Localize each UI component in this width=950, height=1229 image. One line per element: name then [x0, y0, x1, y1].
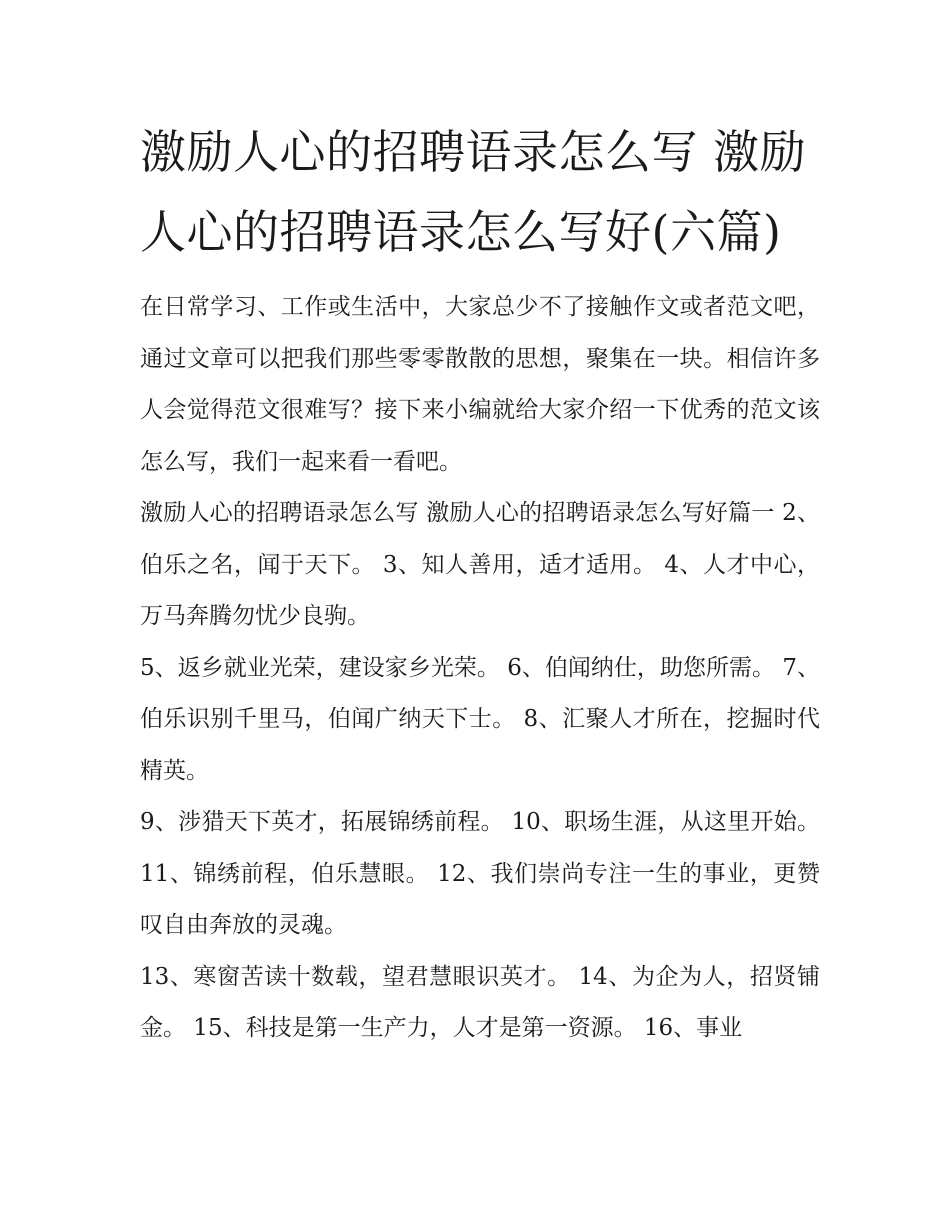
paragraph-quotes-2: 5、返乡就业光荣，建设家乡光荣。 6、伯闻纳仕，助您所需。 7、伯乐识别千里马，伯闻广纳天下士。 8、汇聚人才所在，挖掘时代精英。 [140, 654, 820, 784]
paragraph-intro: 在日常学习、工作或生活中，大家总少不了接触作文或者范文吧，通过文章可以把我们那些零零散散的思想，聚集在一块。相信许多人会觉得范文很难写？接下来小编就给大家介绍一下优秀的范文该怎么写，我们一起来看一看吧。 [140, 294, 820, 475]
document-page [140, 112, 820, 1055]
paragraph-quotes-1: 激励人心的招聘语录怎么写 激励人心的招聘语录怎么写好篇一 2、伯乐之名，闻于天下。 3、知人善用，适才适用。 4、人才中心，万马奔腾勿忧少良驹。 [140, 500, 820, 629]
paragraph-quotes-3: 9、涉猎天下英才，拓展锦绣前程。 10、职场生涯，从这里开始。 11、锦绣前程，伯乐慧眼。 12、我们崇尚专注一生的事业，更赞叹自由奔放的灵魂。 [140, 809, 820, 938]
paragraph-quotes-4: 13、寒窗苦读十数载，望君慧眼识英才。 14、为企为人，招贤铺金。 15、科技是第一生产力，人才是第一资源。 16、事业 [140, 963, 820, 1041]
document-title: 激励人心的招聘语录怎么写 激励人心的招聘语录怎么写好(六篇) [140, 125, 807, 259]
